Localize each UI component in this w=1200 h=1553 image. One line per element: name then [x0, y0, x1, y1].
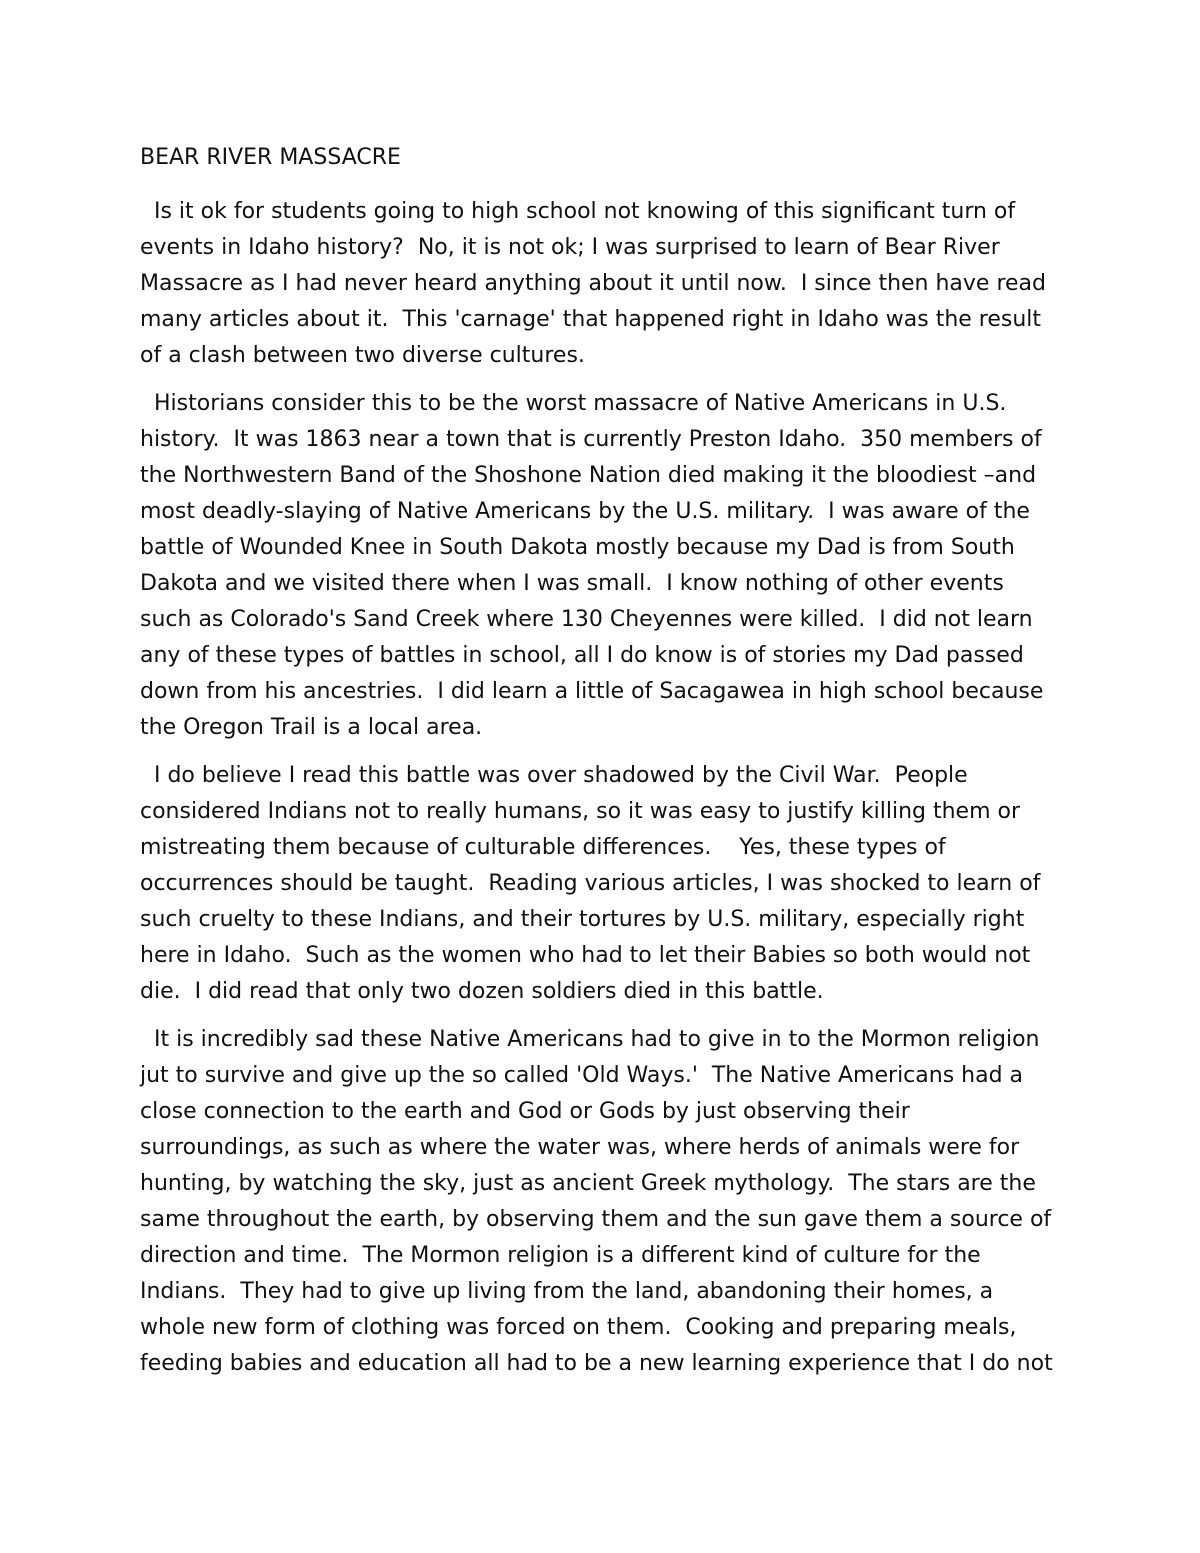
text-line: surroundings, as such as where the water was, where herds of animals were for — [140, 1135, 1020, 1160]
paragraph-4 — [140, 1022, 1080, 1382]
text-line: many articles about it. This 'carnage' that happened right in Idaho was the result — [140, 307, 1042, 332]
document-body — [140, 140, 1080, 1394]
text-line: Massacre as I had never heard anything about it until now. I since then have read — [140, 271, 1046, 296]
text-line: such cruelty to these Indians, and their tortures by U.S. military, especially right — [140, 907, 1025, 932]
text-line: such as Colorado's Sand Creek where 130 Cheyennes were killed. I did not learn — [140, 607, 1033, 632]
text-line: Dakota and we visited there when I was small. I know nothing of other events — [140, 571, 1004, 596]
text-line: mistreating them because of culturable differences. Yes, these types of — [140, 835, 946, 860]
text-line: feeding babies and education all had to be a new learning experience that I do not — [140, 1351, 1053, 1376]
text-line: the Oregon Trail is a local area. — [140, 715, 483, 740]
text-line: die. I did read that only two dozen soldiers died in this battle. — [140, 979, 824, 1004]
paragraph-2 — [140, 386, 1080, 746]
paragraph-3 — [140, 758, 1080, 1010]
text-line: down from his ancestries. I did learn a little of Sacagawea in high school because — [140, 679, 1044, 704]
text-line: close connection to the earth and God or Gods by just observing their — [140, 1099, 910, 1124]
document-title: BEAR RIVER MASSACRE — [140, 145, 401, 170]
text-line: here in Idaho. Such as the women who had to let their Babies so both would not — [140, 943, 1031, 968]
text-line: occurrences should be taught. Reading various articles, I was shocked to learn of — [140, 871, 1041, 896]
text-line: the Northwestern Band of the Shoshone Nation died making it the bloodiest –and — [140, 463, 1037, 488]
text-line: Indians. They had to give up living from the land, abandoning their homes, a — [140, 1279, 994, 1304]
text-line: any of these types of battles in school, all I do know is of stories my Dad passed — [140, 643, 1024, 668]
text-line: I do believe I read this battle was over shadowed by the Civil War. People — [140, 763, 968, 788]
text-line: jut to survive and give up the so called 'Old Ways.' The Native Americans had a — [140, 1063, 1024, 1088]
text-line: of a clash between two diverse cultures. — [140, 343, 585, 368]
text-line: battle of Wounded Knee in South Dakota mostly because my Dad is from South — [140, 535, 1015, 560]
text-line: considered Indians not to really humans, so it was easy to justify killing them or — [140, 799, 1021, 824]
text-line: events in Idaho history? No, it is not ok; I was surprised to learn of Bear River — [140, 235, 1000, 260]
text-line: hunting, by watching the sky, just as ancient Greek mythology. The stars are the — [140, 1171, 1036, 1196]
text-line: Is it ok for students going to high school not knowing of this significant turn of — [140, 199, 1016, 224]
text-line: same throughout the earth, by observing them and the sun gave them a source of — [140, 1207, 1052, 1232]
text-line: Historians consider this to be the worst massacre of Native Americans in U.S. — [140, 391, 1007, 416]
text-line: direction and time. The Mormon religion is a different kind of culture for the — [140, 1243, 981, 1268]
paragraph-1 — [140, 194, 1080, 374]
text-line: most deadly-slaying of Native Americans by the U.S. military. I was aware of the — [140, 499, 1030, 524]
text-line: whole new form of clothing was forced on them. Cooking and preparing meals, — [140, 1315, 1017, 1340]
text-line: It is incredibly sad these Native Americans had to give in to the Mormon religion — [140, 1027, 1040, 1052]
text-line: history. It was 1863 near a town that is currently Preston Idaho. 350 members of — [140, 427, 1042, 452]
